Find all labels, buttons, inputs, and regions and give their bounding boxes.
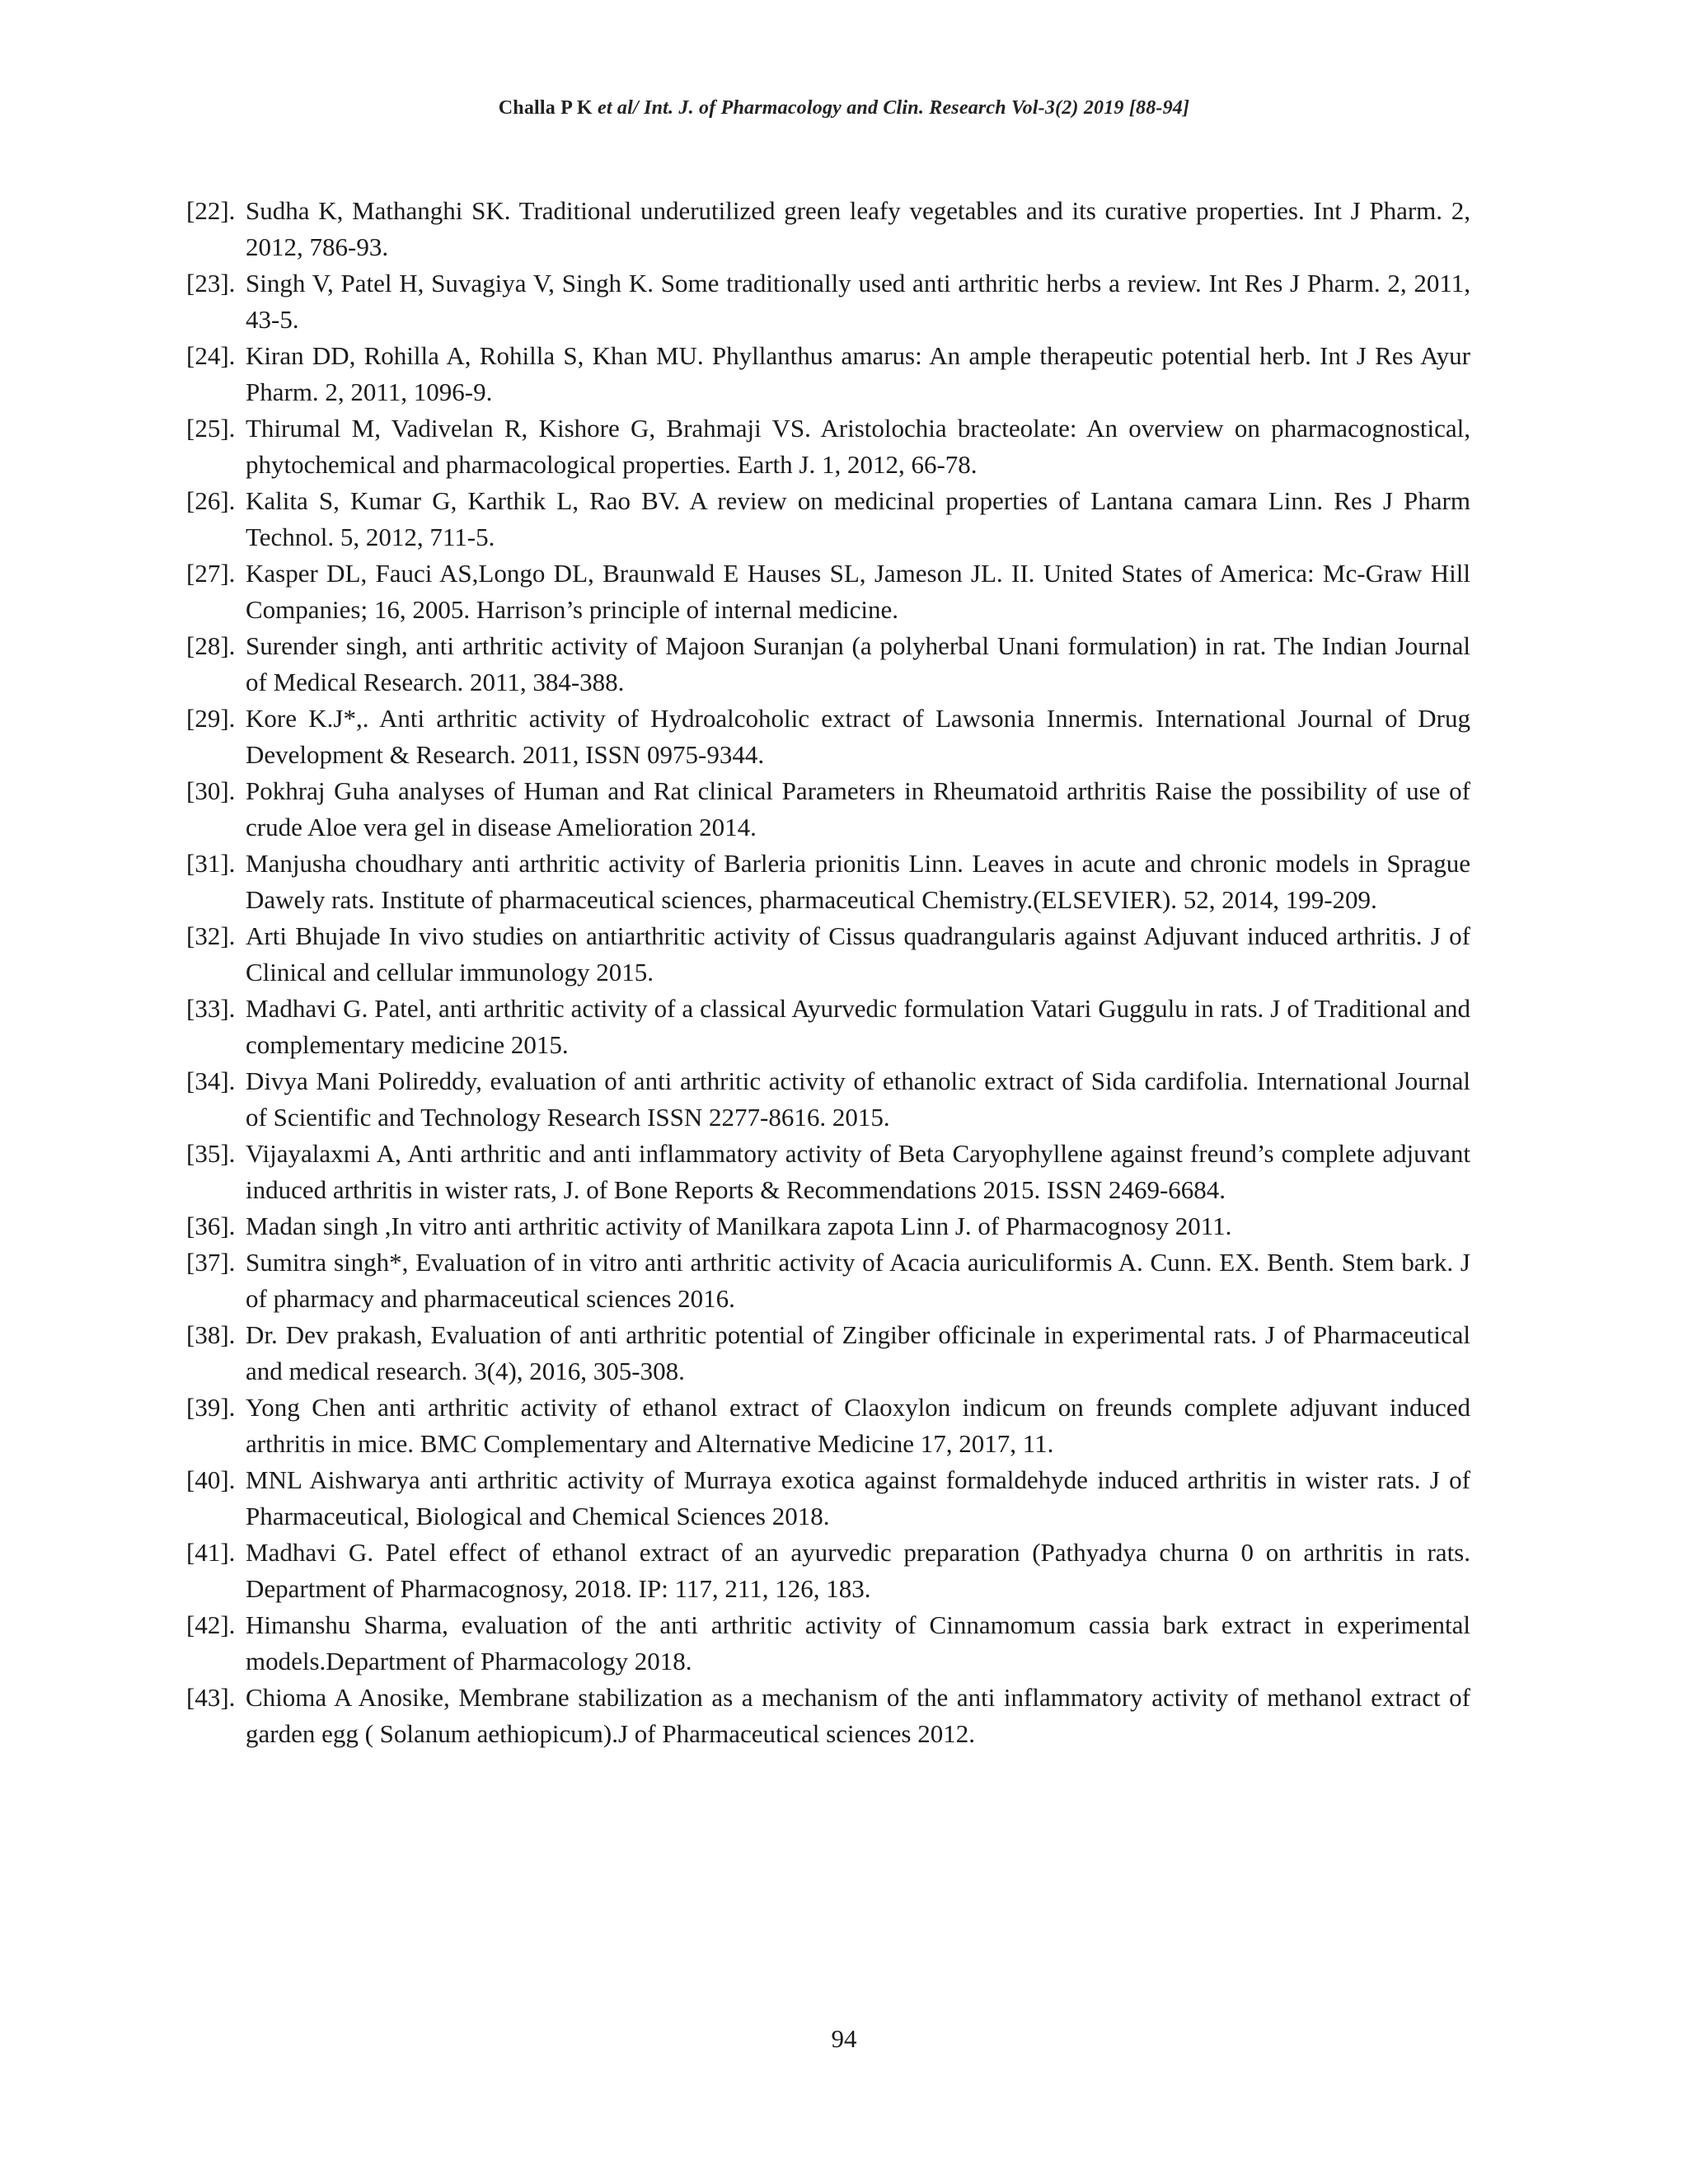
- reference-number: [37].: [186, 1248, 236, 1277]
- reference-text: Sudha K, Mathanghi SK. Traditional underutilized green leafy vegetables and its curative properties. Int J Pharm. 2, 2012, 786-93.: [246, 196, 1470, 261]
- reference-item: [186, 265, 1470, 338]
- reference-text: Thirumal M, Vadivelan R, Kishore G, Brahmaji VS. Aristolochia bracteolate: An overview on pharmacognostical, phytochemical and pharmacological properties. Earth J. 1, 2012, 66-78.: [246, 414, 1470, 479]
- reference-text: Kiran DD, Rohilla A, Rohilla S, Khan MU. Phyllanthus amarus: An ample therapeutic potential herb. Int J Res Ayur Pharm. 2, 2011, 1096-9.: [246, 341, 1470, 406]
- reference-item: [186, 1607, 1470, 1680]
- reference-number: [27].: [186, 559, 236, 588]
- reference-text: Himanshu Sharma, evaluation of the anti arthritic activity of Cinnamomum cassia bark extract in experimental models.Department of Pharmacology 2018.: [246, 1610, 1470, 1675]
- reference-number: [36].: [186, 1212, 236, 1240]
- reference-number: [30].: [186, 776, 236, 805]
- reference-number: [34].: [186, 1066, 236, 1095]
- reference-item: [186, 1317, 1470, 1390]
- reference-item: [186, 1535, 1470, 1607]
- reference-text: MNL Aishwarya anti arthritic activity of Murraya exotica against formaldehyde induced arthritis in wister rats. J of Pharmaceutical, Biological and Chemical Sciences 2018.: [246, 1465, 1470, 1530]
- reference-number: [32].: [186, 921, 236, 950]
- reference-item: [186, 1462, 1470, 1535]
- reference-number: [29].: [186, 704, 236, 733]
- reference-item: [186, 991, 1470, 1063]
- reference-number: [24].: [186, 341, 236, 370]
- header-authors: Challa P K: [498, 97, 593, 119]
- reference-item: [186, 483, 1470, 555]
- reference-number: [22].: [186, 196, 236, 225]
- running-header: [0, 97, 1688, 120]
- reference-item: [186, 338, 1470, 410]
- reference-text: Madan singh ,In vitro anti arthritic activity of Manilkara zapota Linn J. of Pharmacognosy 2011.: [246, 1212, 1232, 1240]
- reference-number: [38].: [186, 1320, 236, 1349]
- reference-text: Surender singh, anti arthritic activity of Majoon Suranjan (a polyherbal Unani formulation) in rat. The Indian Journal of Medical Research. 2011, 384-388.: [246, 631, 1470, 696]
- reference-text: Divya Mani Polireddy, evaluation of anti arthritic activity of ethanolic extract of Sida cardifolia. International Journal of Scientific and Technology Research ISSN 2277-8616. 2015.: [246, 1066, 1470, 1132]
- reference-number: [23].: [186, 269, 236, 298]
- reference-item: [186, 773, 1470, 846]
- reference-item: [186, 410, 1470, 483]
- reference-item: [186, 1063, 1470, 1136]
- reference-item: [186, 555, 1470, 628]
- reference-number: [43].: [186, 1683, 236, 1712]
- reference-number: [31].: [186, 849, 236, 878]
- reference-item: [186, 1680, 1470, 1752]
- reference-number: [28].: [186, 631, 236, 660]
- reference-item: [186, 701, 1470, 773]
- reference-text: Madhavi G. Patel, anti arthritic activity of a classical Ayurvedic formulation Vatari Guggulu in rats. J of Traditional and complementary medicine 2015.: [246, 994, 1470, 1059]
- reference-number: [33].: [186, 994, 236, 1023]
- reference-list: [186, 193, 1470, 1752]
- reference-text: Yong Chen anti arthritic activity of ethanol extract of Claoxylon indicum on freunds complete adjuvant induced arthritis in mice. BMC Complementary and Alternative Medicine 17, 2017, 11.: [246, 1393, 1470, 1458]
- reference-number: [42].: [186, 1610, 236, 1639]
- reference-text: Arti Bhujade In vivo studies on antiarthritic activity of Cissus quadrangularis against Adjuvant induced arthritis. J of Clinical and cellular immunology 2015.: [246, 921, 1470, 987]
- reference-number: [41].: [186, 1538, 236, 1567]
- page-number: 94: [831, 2024, 857, 2053]
- header-journal: / Int. J. of Pharmacology and Clin. Research Vol-3(2) 2019 [88-94]: [633, 97, 1190, 119]
- reference-number: [35].: [186, 1139, 236, 1168]
- reference-number: [39].: [186, 1393, 236, 1422]
- reference-text: Kore K.J*,. Anti arthritic activity of Hydroalcoholic extract of Lawsonia Innermis. International Journal of Drug Development & Research. 2011, ISSN 0975-9344.: [246, 704, 1470, 769]
- reference-item: [186, 193, 1470, 265]
- reference-number: [25].: [186, 414, 236, 443]
- reference-text: Madhavi G. Patel effect of ethanol extract of an ayurvedic preparation (Pathyadya churna 0 on arthritis in rats. Department of Pharmacognosy, 2018. IP: 117, 211, 126, 183.: [246, 1538, 1470, 1603]
- reference-text: Pokhraj Guha analyses of Human and Rat clinical Parameters in Rheumatoid arthritis Raise the possibility of use of crude Aloe vera gel in disease Amelioration 2014.: [246, 776, 1470, 841]
- reference-text: Kasper DL, Fauci AS,Longo DL, Braunwald E Hauses SL, Jameson JL. II. United States of America: Mc-Graw Hill Companies; 16, 2005. Harrison’s principle of internal medicine.: [246, 559, 1470, 624]
- reference-number: [40].: [186, 1465, 236, 1494]
- reference-item: [186, 846, 1470, 918]
- reference-item: [186, 918, 1470, 991]
- reference-text: Kalita S, Kumar G, Karthik L, Rao BV. A review on medicinal properties of Lantana camara Linn. Res J Pharm Technol. 5, 2012, 711-5.: [246, 486, 1470, 551]
- reference-number: [26].: [186, 486, 236, 515]
- reference-text: Singh V, Patel H, Suvagiya V, Singh K. Some traditionally used anti arthritic herbs a review. Int Res J Pharm. 2, 2011, 43-5.: [246, 269, 1470, 334]
- reference-item: [186, 1208, 1470, 1244]
- reference-text: Manjusha choudhary anti arthritic activity of Barleria prionitis Linn. Leaves in acute and chronic models in Sprague Dawely rats. Institute of pharmaceutical sciences, pharmaceutical Chemistry.(ELSEVIER). 52, 2014, 199-209.: [246, 849, 1470, 914]
- header-etal: et al: [598, 97, 633, 119]
- reference-item: [186, 1390, 1470, 1462]
- reference-text: Dr. Dev prakash, Evaluation of anti arthritic potential of Zingiber officinale in experimental rats. J of Pharmaceutical and medical research. 3(4), 2016, 305-308.: [246, 1320, 1470, 1385]
- reference-item: [186, 628, 1470, 701]
- reference-text: Chioma A Anosike, Membrane stabilization as a mechanism of the anti inflammatory activity of methanol extract of garden egg ( Solanum aethiopicum).J of Pharmaceutical sciences 2012.: [246, 1683, 1470, 1748]
- reference-item: [186, 1244, 1470, 1317]
- reference-item: [186, 1136, 1470, 1208]
- reference-text: Sumitra singh*, Evaluation of in vitro anti arthritic activity of Acacia auriculiformis A. Cunn. EX. Benth. Stem bark. J of pharmacy and pharmaceutical sciences 2016.: [246, 1248, 1470, 1313]
- reference-text: Vijayalaxmi A, Anti arthritic and anti inflammatory activity of Beta Caryophyllene against freund’s complete adjuvant induced arthritis in wister rats, J. of Bone Reports & Recommendations 2015. ISSN 2469-6684.: [246, 1139, 1470, 1204]
